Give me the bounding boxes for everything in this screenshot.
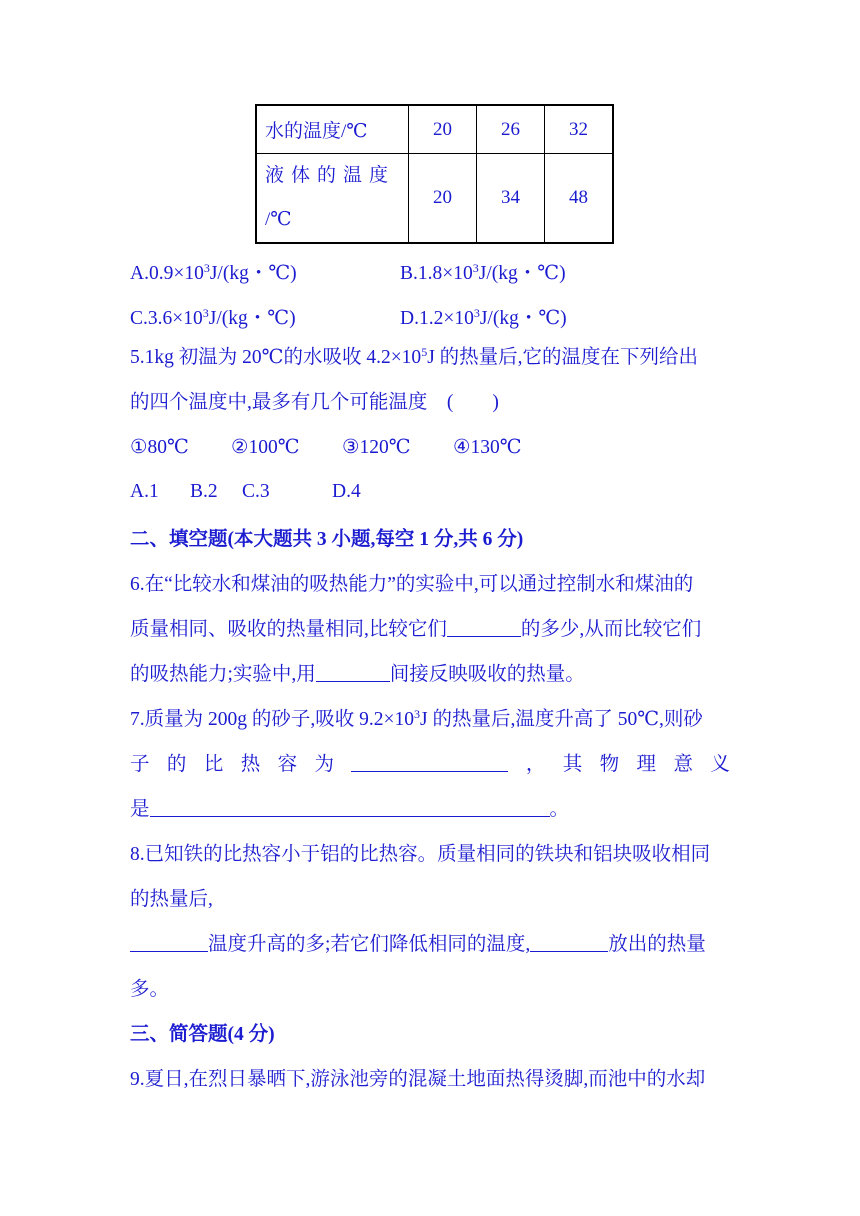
q6-line-3 (130, 661, 730, 689)
q6-text: 的多少,从而比较它们 (520, 619, 702, 640)
q5-option-b: B.2 (190, 481, 218, 502)
q7-char: 热 (240, 754, 261, 775)
table-cell-label-line: /℃ (265, 209, 292, 230)
table-cell-label: 水的温度/℃ (256, 105, 409, 154)
option-a (130, 257, 297, 285)
exponent: 3 (203, 261, 210, 275)
q7-char: 子 (130, 754, 150, 775)
exponent: 3 (472, 261, 479, 275)
q7-char: 容 (277, 754, 298, 775)
section-2-title: 二、填空题(本大题共 3 小题,每空 1 分,共 6 分) (130, 529, 524, 550)
exponent: 3 (414, 707, 420, 721)
q7-line-1 (130, 706, 730, 734)
q7-line-2 (130, 751, 730, 779)
fill-blank[interactable] (130, 931, 208, 952)
q5-option-d: D.4 (332, 481, 361, 502)
q5-line-2: 的四个温度中,最多有几个可能温度 ( ) (130, 392, 499, 413)
q8-text: 放出的热量 (608, 934, 706, 955)
q8-line-2: 的热量后, (130, 889, 213, 910)
q7-char: 比 (203, 754, 224, 775)
unit: J/(kg・℃) (208, 308, 296, 329)
table-cell: 20 (409, 105, 477, 154)
exponent: 3 (202, 306, 209, 320)
option-b (400, 257, 566, 285)
table-cell-label-line: 液体的温度 (265, 165, 396, 186)
q7-char: 为 (314, 754, 335, 775)
fill-blank[interactable] (447, 616, 521, 637)
unit: J/(kg・℃) (479, 308, 567, 329)
unit: J/(kg・℃) (478, 263, 566, 284)
table-cell: 48 (545, 154, 614, 244)
table-cell: 32 (545, 105, 614, 154)
q6-line-1: 6.在“比较水和煤油的吸热能力”的实验中,可以通过控制水和煤油的 (130, 574, 694, 595)
exponent: 3 (473, 306, 480, 320)
unit: J/(kg・℃) (209, 263, 297, 284)
q5-text: J 的热量后,它的温度在下列给出 (427, 347, 699, 368)
q5-choice-2: ②100℃ (231, 437, 300, 458)
q5-option-a: A.1 (130, 481, 159, 502)
table-cell-label (256, 154, 409, 244)
fill-blank[interactable] (351, 751, 508, 772)
option-d (400, 302, 567, 330)
option-c-text: C.3.6×10 (130, 308, 203, 329)
q8-line-3 (130, 931, 730, 959)
q5-choice-4: ④130℃ (453, 437, 522, 458)
q7-char: 意 (673, 754, 693, 775)
q5-choice-1: ①80℃ (130, 437, 189, 458)
temperature-table (255, 104, 614, 244)
option-a-text: A.0.9×10 (130, 263, 204, 284)
q5-line-1 (130, 344, 730, 372)
option-b-text: B.1.8×10 (400, 263, 473, 284)
q5-text: 5.1kg 初温为 20℃的水吸收 4.2×10 (130, 347, 422, 368)
q6-text: 的吸热能力;实验中,用 (130, 664, 316, 685)
q7-line-3 (130, 796, 730, 824)
q6-line-2 (130, 616, 730, 644)
section-3-title: 三、简答题(4 分) (130, 1024, 275, 1045)
q7-char: 的 (166, 754, 187, 775)
q7-char: 义 (710, 754, 730, 775)
q9-line-1: 9.夏日,在烈日暴晒下,游泳池旁的混凝土地面热得烫脚,而池中的水却 (130, 1069, 706, 1090)
fill-blank[interactable] (316, 661, 390, 682)
q7-text: 。 (549, 799, 570, 820)
q8-line-1: 8.已知铁的比热容小于铝的比热容。质量相同的铁块和铝块吸收相同 (130, 844, 711, 865)
q5-option-c: C.3 (242, 481, 270, 502)
q8-line-4: 多。 (130, 979, 170, 1000)
q6-text: 质量相同、吸收的热量相同,比较它们 (130, 619, 447, 640)
q7-char: 物 (599, 754, 620, 775)
q7-text: 是 (130, 799, 150, 820)
fill-blank[interactable] (150, 796, 550, 817)
q6-text: 间接反映吸收的热量。 (389, 664, 585, 685)
table-row (256, 105, 613, 154)
fill-blank[interactable] (530, 931, 608, 952)
q7-char: ， (525, 754, 546, 775)
table-cell: 26 (477, 105, 545, 154)
option-c (130, 302, 296, 330)
table-cell: 20 (409, 154, 477, 244)
q7-text: 7.质量为 200g 的砂子,吸收 9.2×10 (130, 709, 414, 730)
q7-char: 其 (562, 754, 583, 775)
option-d-text: D.1.2×10 (400, 308, 474, 329)
table-row (256, 154, 613, 244)
q7-char: 理 (636, 754, 657, 775)
q7-text: J 的热量后,温度升高了 50℃,则砂 (420, 709, 703, 730)
table-cell: 34 (477, 154, 545, 244)
q5-choice-3: ③120℃ (342, 437, 411, 458)
q8-text: 温度升高的多;若它们降低相同的温度, (208, 934, 531, 955)
exponent: 5 (421, 345, 428, 359)
